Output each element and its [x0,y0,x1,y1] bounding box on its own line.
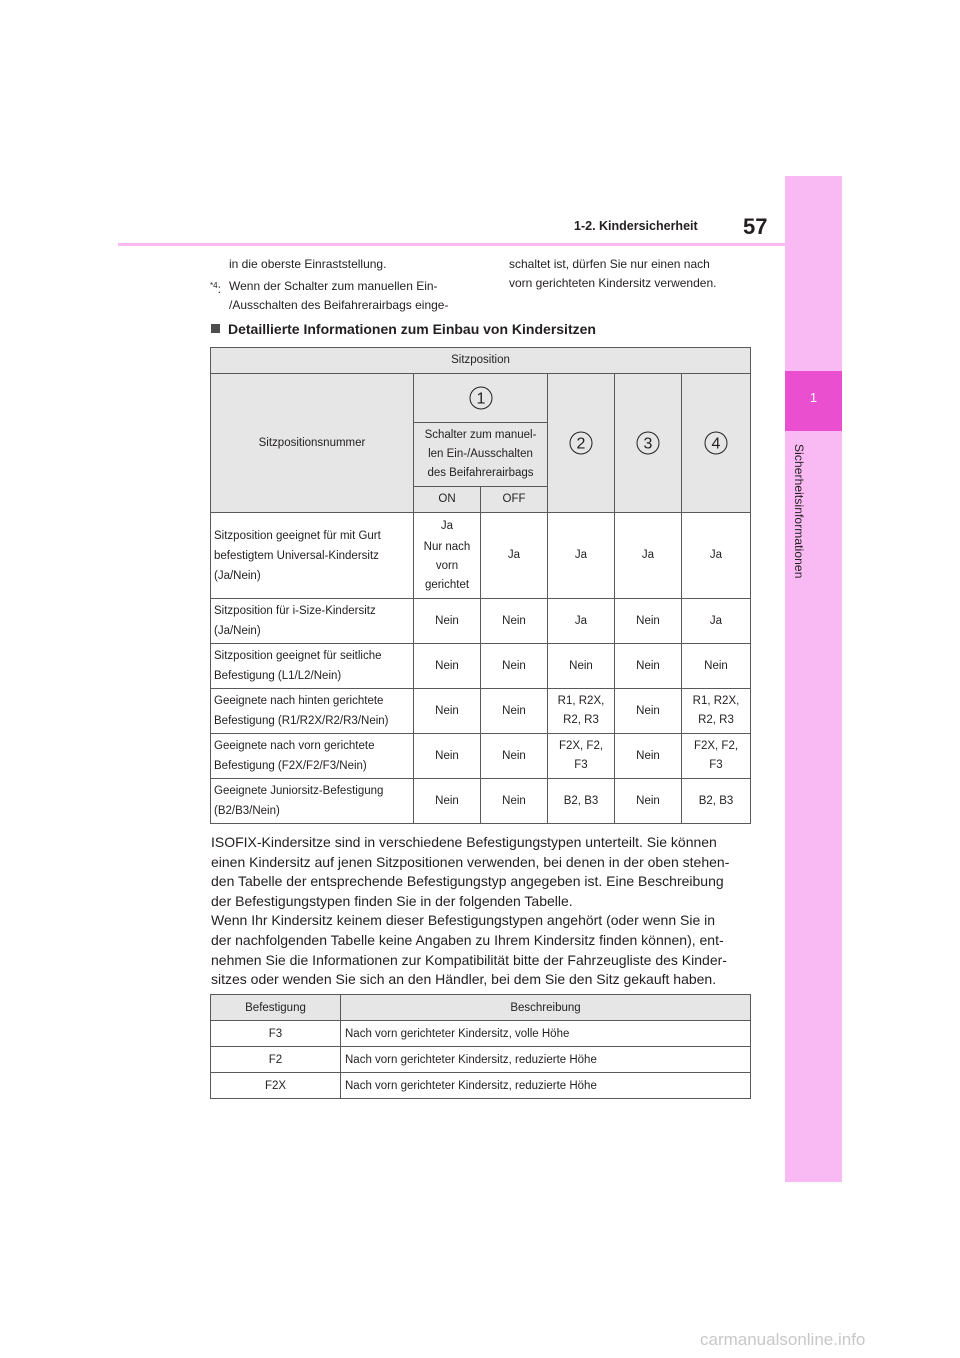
footnote-colon: : [217,282,221,296]
fixture-description: Nach vorn gerichteter Kindersitz, reduzierte Höhe [341,1073,751,1099]
watermark: carmanualsonline.info [700,1330,866,1349]
row-label [211,513,414,599]
cell-p4 [682,734,751,779]
cell-p4: Ja [682,599,751,644]
chapter-label: Sicherheitsinformationen [792,444,806,579]
position-2-number: 2 [576,435,586,453]
paragraph-line: ISOFIX-Kindersitze sind in verschiedene Befestigungstypen unterteilt. Sie können [211,834,717,850]
cell-on: Nein [414,779,481,824]
cell-p4: Ja [682,513,751,599]
cell-p2: Nein [548,644,615,689]
cell-p3: Nein [615,644,682,689]
cell-line: F3 [574,759,588,771]
cell-line: Nur nach [423,540,471,553]
cell-on [414,513,481,599]
footnote-right-line2: vorn gerichteten Kindersitz verwenden. [509,276,717,290]
table-row [211,734,751,779]
footnote-marker [210,275,221,300]
cell-p2: Ja [548,513,615,599]
table-row [211,513,751,599]
table-row [211,1073,751,1099]
table-row [211,689,751,734]
fixture-code: F2X [211,1073,341,1099]
position-3-number: 3 [643,435,653,453]
row-label [211,689,414,734]
switch-line-3: des Beifahrerairbags [427,467,534,479]
row-label-line: Sitzposition geeignet für seitliche [214,650,382,662]
cell-line: gerichtet [424,578,470,591]
cell-line: Ja [440,519,454,532]
table2-header-description: Beschreibung [341,995,751,1021]
row-label [211,734,414,779]
table-row [211,644,751,689]
cell-p3: Nein [615,779,682,824]
paragraph-line: der Befestigungstypen finden Sie in der folgenden Tabelle. [211,892,573,909]
footnote-left-line3: /Ausschalten des Beifahrerairbags einge- [229,298,449,312]
page-number: 57 [743,214,768,239]
cell-p4 [682,689,751,734]
cell-p4: B2, B3 [682,779,751,824]
paragraph-line: den Tabelle der entsprechende Befestigungstyp angegeben ist. Eine Beschreibung [211,873,724,890]
table-row [211,1021,751,1047]
cell-line: R1, R2X, [557,695,605,707]
position-4-number: 4 [711,435,721,453]
row-label-line: Geeignete nach hinten gerichtete [214,695,384,707]
row-label-line: (Ja/Nein) [214,569,261,582]
cell-p2 [548,689,615,734]
airbag-switch-header [414,423,548,487]
cell-p3: Nein [615,689,682,734]
paragraph-line: sitzes oder wenden Sie sich an den Händler, bei dem Sie den Sitz gekauft haben. [211,971,717,988]
chapter-number: 1 [809,390,818,405]
position-1-icon [468,385,494,411]
row-label-line: Befestigung (R1/R2X/R2/R3/Nein) [214,715,389,727]
cell-off: Nein [481,689,548,734]
cell-line: vorn [435,559,459,572]
header-rule [118,243,785,246]
table2-header-fixture: Befestigung [211,995,341,1021]
position-4-icon [703,430,729,456]
cell-p4: Nein [682,644,751,689]
cell-off: Nein [481,599,548,644]
table1-row-header: Sitzpositionsnummer [211,374,414,513]
fixture-description-table [210,994,751,1099]
cell-line: F2X, F2, [558,740,604,752]
footnote-left-line2: Wenn der Schalter zum manuellen Ein- [229,279,438,293]
table-row [211,599,751,644]
cell-off: Nein [481,734,548,779]
cell-line: R1, R2X, [692,695,740,707]
footnote-left-line1: in die oberste Einraststellung. [229,257,387,271]
table-row [211,1047,751,1073]
isofix-paragraph [211,833,756,990]
row-label [211,779,414,824]
cell-p2: B2, B3 [548,779,615,824]
cell-p3: Nein [615,734,682,779]
row-label-line: Befestigung (F2X/F2/F3/Nein) [214,760,367,772]
position-1-cell [414,374,548,423]
fixture-code: F3 [211,1021,341,1047]
row-label-line: Geeignete Juniorsitz-Befestigung [214,785,384,797]
cell-off: Ja [481,513,548,599]
row-label-line: (Ja/Nein) [214,625,261,637]
paragraph-line: einen Kindersitz auf jenen Sitzpositionen verwenden, bei denen in der oben stehen- [211,853,730,870]
position-4-cell [682,374,751,513]
cell-line: F3 [709,759,723,771]
cell-p2 [548,734,615,779]
position-2-icon [568,430,594,456]
paragraph-line: nehmen Sie die Informationen zur Kompatibilität bitte der Fahrzeugliste des Kinder- [211,951,727,968]
position-3-cell [615,374,682,513]
cell-p3: Ja [615,513,682,599]
section-heading-text: Detaillierte Informationen zum Einbau von Kindersitzen [228,321,596,337]
paragraph-line: der nachfolgenden Tabelle keine Angaben zu Ihrem Kindersitz finden können), ent- [211,931,724,948]
seating-positions-table [210,347,751,824]
section-title: 1-2. Kindersicherheit [574,219,698,233]
table1-title: Sitzposition [211,348,751,374]
cell-line: R2, R3 [698,714,734,726]
paragraph-line: Wenn Ihr Kindersitz keinem dieser Befestigungstypen angehört (oder wenn Sie in [211,912,716,929]
position-2-cell [548,374,615,513]
section-heading [211,321,596,337]
cell-on: Nein [414,599,481,644]
switch-on-header: ON [414,487,481,513]
switch-line-2: len Ein-/Ausschalten [428,448,533,460]
row-label [211,599,414,644]
position-3-icon [635,430,661,456]
row-label-line: Sitzposition für i-Size-Kindersitz [214,605,376,617]
cell-line: F2X, F2, [693,740,739,752]
cell-on: Nein [414,689,481,734]
table-row [211,779,751,824]
chapter-side-tab [785,176,842,1182]
cell-off: Nein [481,779,548,824]
cell-line: R2, R3 [563,714,599,726]
row-label-line: Geeignete nach vorn gerichtete [214,740,375,752]
footnote-right-line1: schaltet ist, dürfen Sie nur einen nach [509,257,710,271]
position-1-number: 1 [476,390,485,408]
fixture-description: Nach vorn gerichteter Kindersitz, reduzierte Höhe [341,1047,751,1073]
row-label-line: Sitzposition geeignet für mit Gurt [214,529,381,542]
row-label [211,644,414,689]
switch-off-header: OFF [481,487,548,513]
footnote-number: *4 [210,281,218,290]
row-label-line: befestigtem Universal-Kindersitz [214,549,379,562]
switch-line-1: Schalter zum manuel- [424,429,537,441]
cell-p3: Nein [615,599,682,644]
cell-off: Nein [481,644,548,689]
row-label-line: Befestigung (L1/L2/Nein) [214,670,342,682]
fixture-code: F2 [211,1047,341,1073]
cell-on: Nein [414,734,481,779]
fixture-description: Nach vorn gerichteter Kindersitz, volle Höhe [341,1021,751,1047]
heading-square-icon [211,324,220,333]
row-label-line: (B2/B3/Nein) [214,805,280,817]
cell-p2: Ja [548,599,615,644]
cell-on: Nein [414,644,481,689]
